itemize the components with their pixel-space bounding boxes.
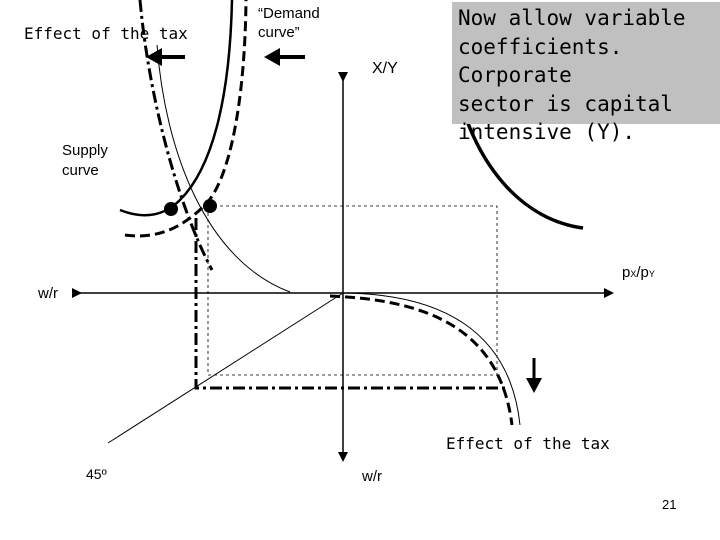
px-subscript: X <box>630 269 637 279</box>
effect-of-tax-label-bottom: Effect of the tax <box>446 434 610 453</box>
lower-right-curve-dashed <box>330 296 512 425</box>
supply-curve-thin <box>157 45 290 292</box>
effect-of-tax-label-top: Effect of the tax <box>24 24 188 43</box>
supply-curve-label: Supply curve <box>62 142 108 179</box>
forty-five-degree-label: 45º <box>86 466 107 482</box>
shift-arrow-down <box>526 358 542 393</box>
callout-box <box>452 2 720 144</box>
equilibrium-point-1 <box>164 202 178 216</box>
py-separator: /p <box>636 264 649 281</box>
shift-arrow-left-1 <box>146 48 185 66</box>
px-py-axis-label <box>622 264 655 281</box>
lower-right-curve-thin <box>340 293 520 425</box>
px-label: p <box>622 264 631 281</box>
shift-arrow-left-2 <box>264 48 305 66</box>
projection-lines-thin <box>208 206 497 375</box>
wr-axis-label-bottom: w/r <box>362 468 382 485</box>
xy-axis-label: X/Y <box>372 60 398 77</box>
callout-text: Now allow variable coefficients. Corporate sector is capital intensive (Y). <box>458 6 686 144</box>
page-number: 21 <box>662 497 677 512</box>
demand-curve-label: “Demand curve” <box>258 5 320 41</box>
py-subscript: Y <box>648 269 655 279</box>
projection-lines-heavy <box>196 218 508 388</box>
wr-axis-label-left: w/r <box>38 285 58 302</box>
forty-five-degree-line <box>108 293 343 443</box>
